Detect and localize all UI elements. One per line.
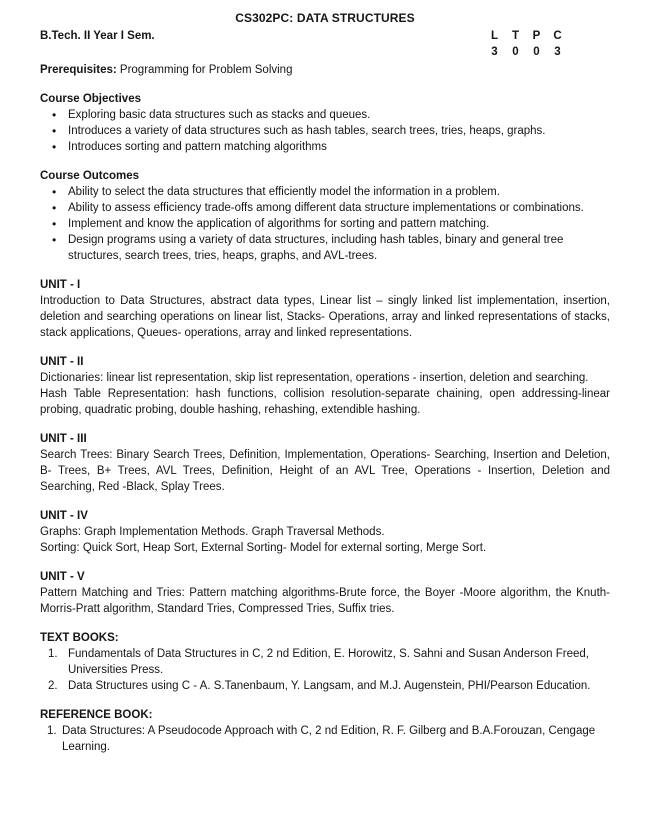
unit-2-heading: UNIT - II	[40, 356, 84, 368]
prerequisites-label: Prerequisites:	[40, 64, 117, 76]
ltpc-table	[484, 28, 568, 60]
unit-1-heading: UNIT - I	[40, 279, 81, 291]
list-item: • Implement and know the application of algorithms for sorting and pattern matching.	[68, 216, 610, 232]
ltpc-label-t: T	[511, 30, 520, 42]
unit-5-heading: UNIT - V	[40, 571, 85, 583]
reference-book-section	[40, 707, 610, 755]
list-item: • Ability to assess efficiency trade-offs among different data structure implementations or combinations.	[68, 200, 610, 216]
list-item: Fundamentals of Data Structures in C, 2 nd Edition, E. Horowitz, S. Sahni and Susan Anderson Freed, Universities Press.	[68, 648, 589, 676]
unit-5-paragraph: Pattern Matching and Tries: Pattern matching algorithms-Brute force, the Boyer -Moore algorithm, the Knuth-Morris-Pratt algorithm, Standard Tries, Compressed Tries, Suffix tries.	[40, 587, 610, 615]
unit-2-paragraph: Dictionaries: linear list representation, skip list representation, operations - insertion, deletion and searching.	[40, 372, 589, 384]
unit-2-section	[40, 354, 610, 418]
text-books-list	[40, 646, 610, 694]
prerequisites-line	[40, 62, 610, 78]
ltpc-label-l: L	[490, 30, 499, 42]
unit-2-paragraph: Hash Table Representation: hash functions, collision resolution-separate chaining, open addressing-linear probing, quadratic probing, double hashing, rehashing, extendible hashing.	[40, 388, 610, 416]
ltpc-value-l: 3	[491, 46, 498, 58]
text-books-section	[40, 630, 610, 694]
unit-1-section	[40, 277, 610, 341]
course-outcomes-section	[40, 168, 610, 264]
list-item: • Ability to select the data structures that efficiently model the information in a problem.	[68, 184, 610, 200]
course-objectives-section	[40, 91, 610, 155]
list-item: • Design programs using a variety of data structures, including hash tables, binary and general tree structures, search trees, tries, heaps, graphs, and AVL-trees.	[68, 232, 610, 264]
list-item: • Introduces a variety of data structures such as hash tables, search trees, tries, heaps, graphs.	[68, 123, 610, 139]
ltpc-label-p: P	[532, 30, 541, 42]
course-objectives-heading: Course Objectives	[40, 93, 141, 105]
unit-3-paragraph: Search Trees: Binary Search Trees, Definition, Implementation, Operations- Searching, Insertion and Deletion, B- Trees, B+ Trees, AVL Trees, Definition, Height of an AVL Tree, Operations - Insertion, Deletion and Searching, Red -Black, Splay Trees.	[40, 449, 610, 493]
unit-4-section	[40, 508, 610, 556]
course-outcomes-list	[40, 184, 610, 264]
unit-3-heading: UNIT - III	[40, 433, 87, 445]
list-item: Data Structures using C - A. S.Tanenbaum, Y. Langsam, and M.J. Augenstein, PHI/Pearson Education.	[68, 680, 591, 692]
course-objectives-list	[40, 107, 610, 155]
reference-book-heading: REFERENCE BOOK:	[40, 709, 153, 721]
course-outcomes-heading: Course Outcomes	[40, 170, 140, 182]
unit-3-section	[40, 431, 610, 495]
unit-5-section	[40, 569, 610, 617]
unit-4-paragraph: Graphs: Graph Implementation Methods. Graph Traversal Methods.	[40, 526, 385, 538]
ltpc-value-t: 0	[512, 46, 519, 58]
list-item: • Exploring basic data structures such as stacks and queues.	[68, 107, 610, 123]
ltpc-label-c: C	[553, 30, 562, 42]
reference-book-list	[40, 723, 610, 755]
unit-1-paragraph: Introduction to Data Structures, abstract data types, Linear list – singly linked list implementation, insertion, deletion and searching operations on linear list, Stacks- Operations, array and linked representations of stacks, stack applications, Queues- operations, array and linked representations.	[40, 295, 610, 339]
ltpc-value-p: 0	[533, 46, 540, 58]
unit-4-paragraph: Sorting: Quick Sort, Heap Sort, External Sorting- Model for external sorting, Merge Sort.	[40, 542, 487, 554]
list-item: Data Structures: A Pseudocode Approach with C, 2 nd Edition, R. F. Gilberg and B.A.Forouzan, Cengage Learning.	[62, 725, 596, 753]
unit-4-heading: UNIT - IV	[40, 510, 88, 522]
prerequisites-value: Programming for Problem Solving	[119, 64, 293, 76]
list-item: • Introduces sorting and pattern matching algorithms	[68, 139, 610, 155]
text-books-heading: TEXT BOOKS:	[40, 632, 119, 644]
course-title: CS302PC: DATA STRUCTURES	[235, 11, 415, 25]
program-semester: B.Tech. II Year I Sem.	[40, 30, 155, 42]
ltpc-value-c: 3	[554, 46, 561, 58]
header-row	[40, 28, 610, 60]
